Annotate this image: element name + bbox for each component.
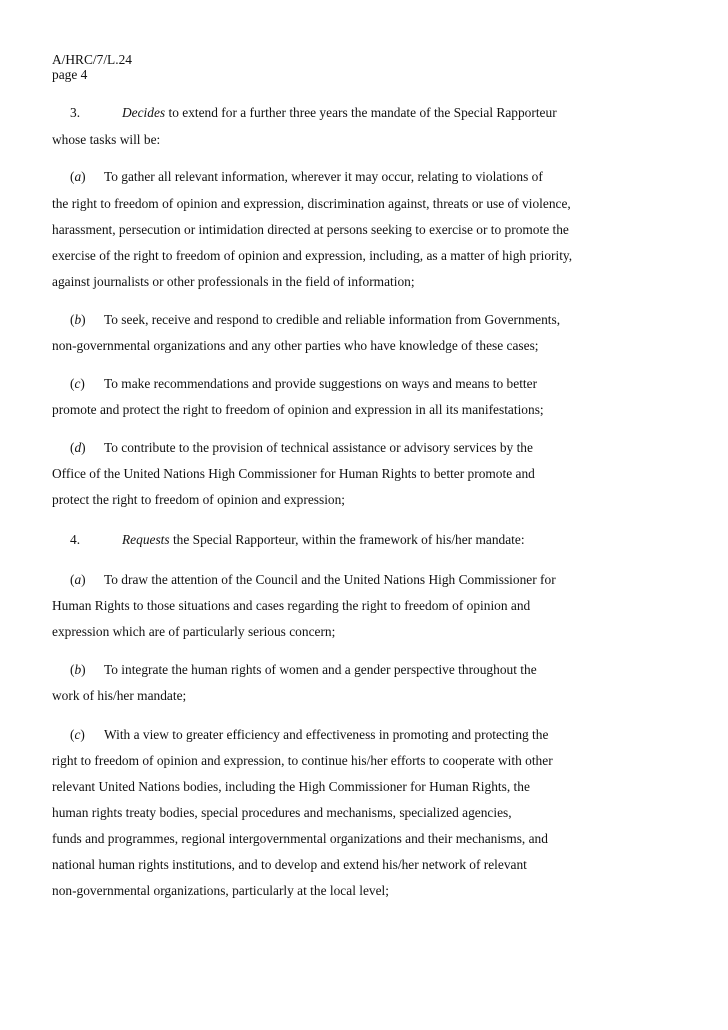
subparagraph-line: non-governmental organizations and any other parties who have knowledge of these cases; [52,338,539,353]
subparagraph-line: (a) To gather all relevant information, wherever it may occur, relating to violations of [70,169,543,184]
subparagraph-label: (c) [70,376,85,391]
subparagraph-line: harassment, persecution or intimidation directed at persons seeking to exercise or to promote the [52,222,569,237]
subparagraph-line: (c) To make recommendations and provide suggestions on ways and means to better [70,376,538,391]
subparagraph-line: (b) To integrate the human rights of women and a gender perspective throughout the [70,662,537,677]
paragraph-4-line: 4. Requests the Special Rapporteur, within the framework of his/her mandate: [70,532,525,547]
subparagraph-line: (b) To seek, receive and respond to credible and reliable information from Governments, [70,312,561,327]
subparagraph-line: human rights treaty bodies, special procedures and mechanisms, specialized agencies, [52,805,512,820]
paragraph-3-line: whose tasks will be: [52,132,161,147]
paragraph-number: 4. [70,532,81,547]
subparagraph-line: exercise of the right to freedom of opinion and expression, including, as a matter of high priority, [52,248,573,263]
subparagraph-line: protect the right to freedom of opinion and expression; [52,492,346,507]
subparagraph-label: (b) [70,662,86,677]
paragraph-3-line: 3. Decides to extend for a further three years the mandate of the Special Rapporteur [70,105,557,120]
subparagraph-line: against journalists or other professionals in the field of information; [52,274,415,289]
subparagraph-line: (c) With a view to greater efficiency and effectiveness in promoting and protecting the [70,727,549,742]
operative-word: Requests [122,532,170,547]
subparagraph-line: work of his/her mandate; [52,688,187,703]
subparagraph-line: non-governmental organizations, particularly at the local level; [52,883,390,898]
subparagraph-line: right to freedom of opinion and expression, to continue his/her efforts to cooperate with other [52,753,553,768]
subparagraph-line: expression which are of particularly serious concern; [52,624,336,639]
subparagraph-line: funds and programmes, regional intergovernmental organizations and their mechanisms, and [52,831,548,846]
document-symbol: A/HRC/7/L.24 [52,52,132,67]
subparagraph-label: (a) [70,169,86,184]
subparagraph-line: (a) To draw the attention of the Council and the United Nations High Commissioner for [70,572,556,587]
subparagraph-line: (d) To contribute to the provision of technical assistance or advisory services by the [70,440,533,455]
subparagraph-label: (d) [70,440,86,455]
subparagraph-label: (c) [70,727,85,742]
paragraph-number: 3. [70,105,81,120]
subparagraph-line: promote and protect the right to freedom of opinion and expression in all its manifestations; [52,402,544,417]
subparagraph-label: (a) [70,572,86,587]
subparagraph-line: Office of the United Nations High Commissioner for Human Rights to better promote and [52,466,535,481]
subparagraph-line: national human rights institutions, and to develop and extend his/her network of relevant [52,857,527,872]
operative-word: Decides [122,105,166,120]
subparagraph-line: the right to freedom of opinion and expression, discrimination against, threats or use of violence, [52,196,571,211]
page-number: page 4 [52,67,88,82]
document-header [52,52,132,82]
subparagraph-label: (b) [70,312,86,327]
subparagraph-line: relevant United Nations bodies, including the High Commissioner for Human Rights, the [52,779,530,794]
subparagraph-line: Human Rights to those situations and cases regarding the right to freedom of opinion and [52,598,531,613]
